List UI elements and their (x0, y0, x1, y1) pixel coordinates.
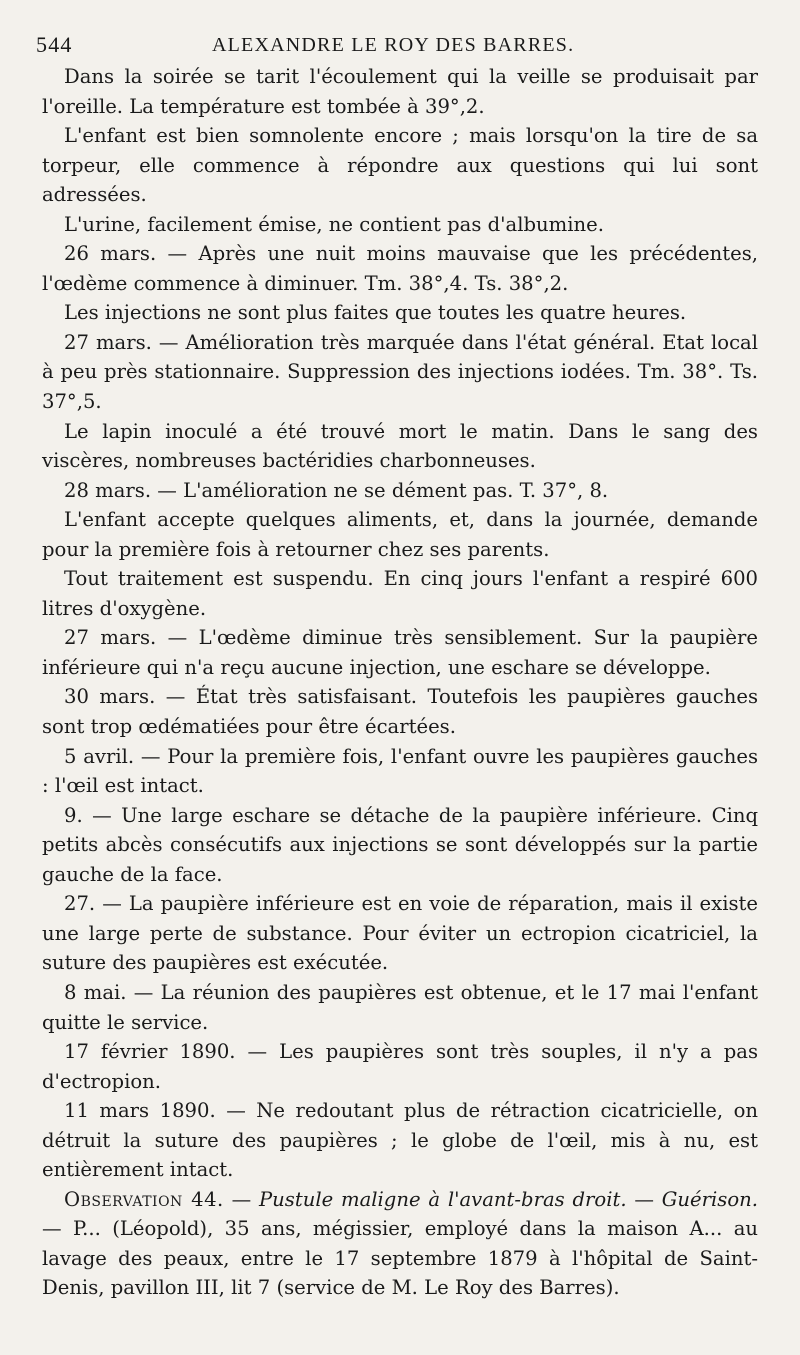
paragraph: 8 mai. — La réunion des paupières est obtenue, et le 17 mai l'enfant quitte le service. (42, 980, 758, 1034)
paragraph: Les injections ne sont plus faites que toutes les quatre heures. (64, 301, 687, 325)
paragraph: L'enfant accepte quelques aliments, et, dans la journée, demande pour la première fois à retourner chez ses parents. (42, 508, 758, 561)
page-number: 544 (36, 32, 73, 57)
paragraph: 5 avril. — Pour la première fois, l'enfant ouvre les paupières gauches : l'œil est intact. (42, 744, 758, 798)
observation-outcome: Guérison. (661, 1187, 758, 1211)
running-title: ALEXANDRE LE ROY DES BARRES. (212, 34, 575, 56)
paragraph: 26 mars. — Après une nuit moins mauvaise que les précédentes, l'œdème commence à diminuer. Tm. 38°,4. Ts. 38°,2. (42, 242, 758, 295)
paragraph: 30 mars. — État très satisfaisant. Toutefois les paupières gauches sont trop œdématiées pour être écartées. (42, 685, 758, 739)
paragraph: 28 mars. — L'amélioration ne se dément pas. T. 37°, 8. (64, 478, 609, 502)
observation-dash: — (223, 1187, 259, 1211)
running-head (36, 28, 758, 62)
paragraph: 17 février 1890. — Les paupières sont très souples, il n'y a pas d'ectropion. (42, 1040, 758, 1093)
paragraph: 27 mars. — L'œdème diminue très sensiblement. Sur la paupière inférieure qui n'a reçu aucune injection, une eschare se développe. (42, 626, 758, 679)
observation-dash: — (626, 1187, 662, 1211)
paragraph: L'urine, facilement émise, ne contient pas d'albumine. (64, 212, 604, 236)
body-text (42, 62, 758, 1303)
paragraph: 27. — La paupière inférieure est en voie de réparation, mais il existe une large perte de substance. Pour éviter un ectropion cicatriciel, la suture des paupières est exécutée. (42, 892, 758, 975)
observation-paragraph (42, 1185, 758, 1303)
paragraph: Tout traitement est suspendu. En cinq jours l'enfant a respiré 600 litres d'oxygène. (42, 567, 758, 620)
paragraph: Dans la soirée se tarit l'écoulement qui la veille se produisait par l'oreille. La température est tombée à 39°,2. (42, 65, 758, 118)
paragraph: 9. — Une large eschare se détache de la paupière inférieure. Cinq petits abcès consécutifs aux injections se sont développés sur la partie gauche de la face. (42, 803, 758, 886)
observation-title: Pustule maligne à l'avant-bras droit. (258, 1187, 627, 1211)
paragraph: L'enfant est bien somnolente encore ; mais lorsqu'on la tire de sa torpeur, elle commence à répondre aux questions qui lui sont adressées. (42, 124, 758, 207)
paragraph: 11 mars 1890. — Ne redoutant plus de rétraction cicatricielle, on détruit la suture des paupières ; le globe de l'œil, mis à nu, est entièrement intact. (42, 1099, 758, 1182)
observation-heading: Observation 44. (64, 1187, 224, 1211)
observation-text: — P... (Léopold), 35 ans, mégissier, employé dans la maison A... au lavage des peaux, entre le 17 septembre 1879 à l'hôpital de Saint-Denis, pavillon III, lit 7 (service de M. Le Roy des Barres). (42, 1217, 758, 1300)
paragraph: 27 mars. — Amélioration très marquée dans l'état général. Etat local à peu près stationnaire. Suppression des injections iodées. Tm. 38°. Ts. 37°,5. (42, 330, 758, 414)
paragraph: Le lapin inoculé a été trouvé mort le matin. Dans le sang des viscères, nombreuses bactéridies charbonneuses. (42, 419, 758, 473)
